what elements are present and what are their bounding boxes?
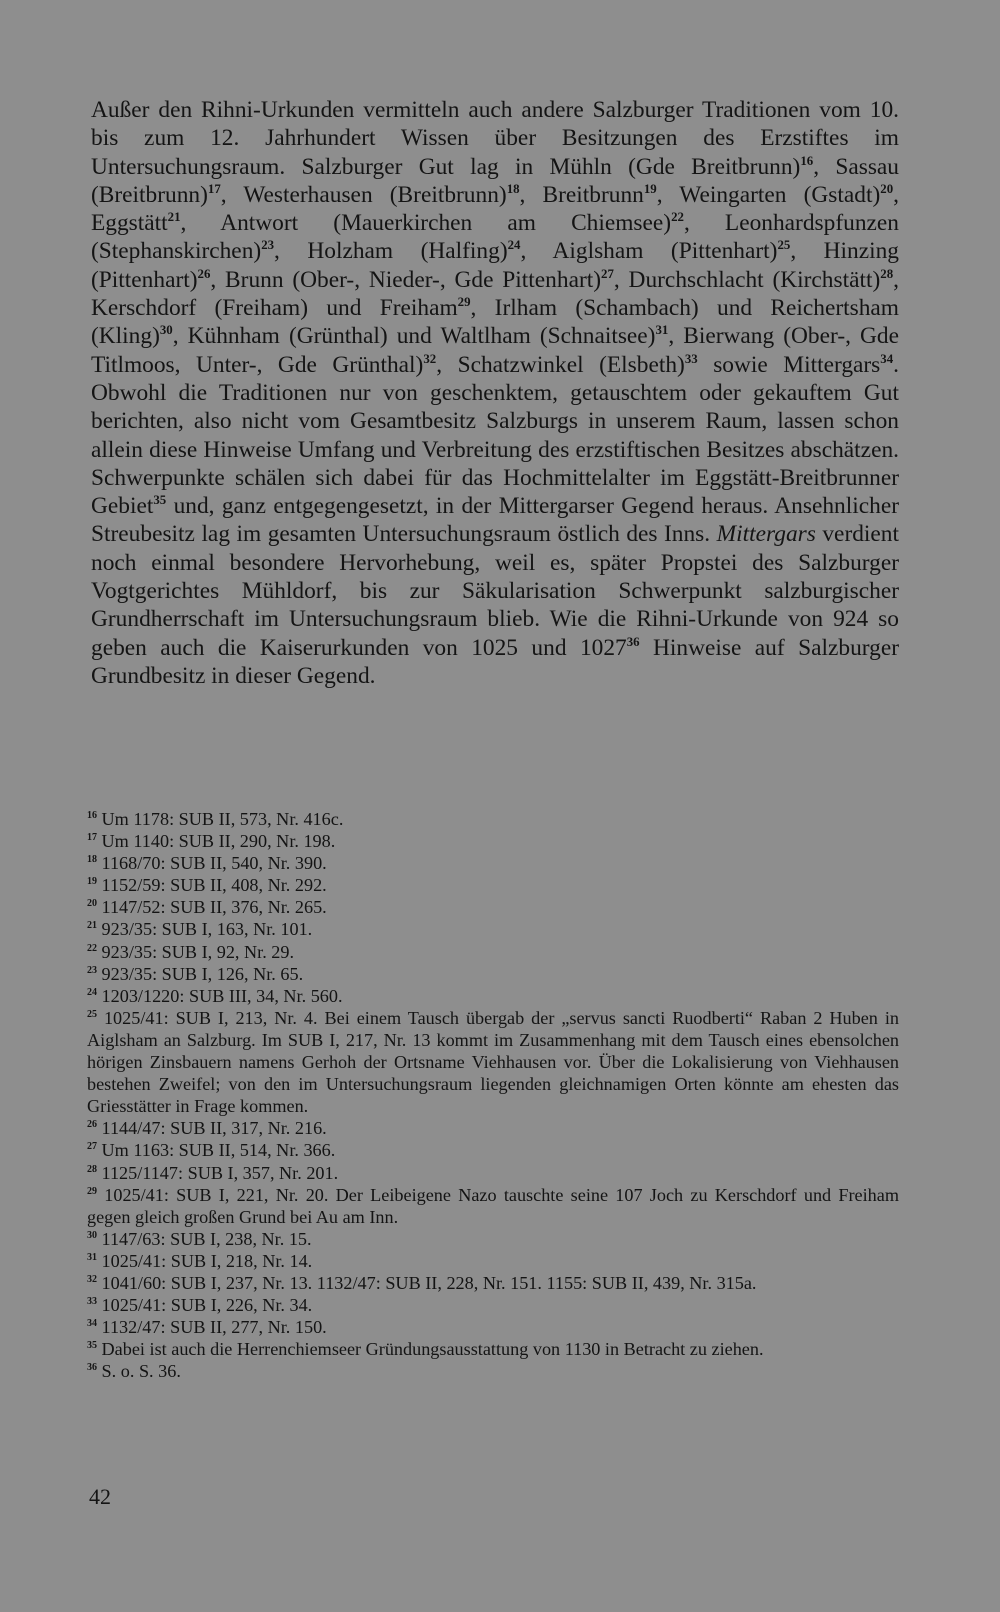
footnote-text: Um 1163: SUB II, 514, Nr. 366. xyxy=(101,1140,336,1161)
footnote-number: 20 xyxy=(87,898,97,910)
footnote-number: 18 xyxy=(87,854,97,866)
footnote-number: 25 xyxy=(87,1008,97,1020)
main-text xyxy=(91,96,899,690)
footnote-text: 1025/41: SUB I, 213, Nr. 4. Bei einem Tausch übergab der „servus sancti Ruodberti“ Raban 2 Huben in Aiglsham an Salzburg. Im SUB I, 217, Nr. 13 kommt im Zusammenhang mit dem Tausch eines ebensolchen hörigen Zinsbauern namens Gerhoh der Ortsname Viehhausen vor. Über die Lokalisierung von Viehhausen bestehen Zweifel; von den im Untersuchungsraum liegenden gleichnamigen Orten könnte am ehesten das Griesstätter in Frage kommen. xyxy=(87,1007,899,1117)
footnote-text: 1147/52: SUB II, 376, Nr. 265. xyxy=(101,897,327,918)
footnote-text: Um 1140: SUB II, 290, Nr. 198. xyxy=(101,831,336,852)
footnote-text: 923/35: SUB I, 92, Nr. 29. xyxy=(101,941,295,962)
footnote xyxy=(87,1184,899,1228)
footnote-ref: 26 xyxy=(197,266,211,281)
footnote xyxy=(87,1272,899,1294)
footnote-text: 1041/60: SUB I, 237, Nr. 13. 1132/47: SUB II, 228, Nr. 151. 1155: SUB II, 439, Nr. 315a. xyxy=(101,1272,757,1293)
footnote-text: 1025/41: SUB I, 218, Nr. 14. xyxy=(101,1250,313,1271)
footnote-number: 21 xyxy=(87,920,97,932)
footnote-ref: 31 xyxy=(655,323,669,338)
footnote xyxy=(87,852,899,874)
footnote-ref: 33 xyxy=(684,351,698,366)
footnote xyxy=(87,1228,899,1250)
footnote-number: 32 xyxy=(87,1273,97,1285)
paragraph-1: Außer den Rihni-Urkunden vermitteln auch andere Salzburger Traditionen vom 10. bis zum 12. Jahrhundert Wissen über Besitzungen des Erzstiftes im Untersuchungsraum. Salzburger Gut lag in Mühln (Gde Breitbrunn)$^{16}$, Sassau (Breitbrunn)$^{17}$, Westerhausen (Breitbrunn)$^{18}$, Breitbrunn$^{19}$, Weingarten (Gstadt)$^{20}$, Eggstätt$^{21}$, Antwort (Mauerkirchen am Chiemsee)$^{22}$, Leonhardspfunzen (Stephanskirchen)$^{23}$, Holzham (Halfing)$^{24}$, Aiglsham (Pittenhart)$^{25}$, Hinzing (Pittenhart)$^{26}$, Brunn (Ober-, Nieder-, Gde Pittenhart)$^{27}$, Durchschlacht (Kirchstätt)$^{28}$, Kerschdorf (Freiham) und Freiham$^{29}$, Irlham (Schambach) und Reichertsham (Kling)$^{30}$, Kühnham (Grünthal) und Waltlham (Schnaitsee)$^{31}$, Bierwang (Ober-, Gde Titlmoos, Unter-, Gde Grünthal)$^{32}$, Schatzwinkel (Elsbeth)$^{33}$ sowie Mittergars$^{34}$. xyxy=(91,97,900,378)
footnote-text: 923/35: SUB I, 126, Nr. 65. xyxy=(101,963,304,984)
footnote-ref: 27 xyxy=(601,266,614,281)
footnote-ref: 25 xyxy=(777,238,791,253)
footnote xyxy=(87,1360,899,1382)
footnote xyxy=(87,1338,899,1360)
footnote-text: S. o. S. 36. xyxy=(101,1361,181,1382)
page-number: 42 xyxy=(89,1484,111,1509)
footnote xyxy=(87,985,899,1007)
footnote xyxy=(87,808,899,830)
footnote-ref: 35 xyxy=(153,493,167,508)
footnote-number: 28 xyxy=(87,1163,97,1175)
paragraph-2: Obwohl die Traditionen nur von geschenktem, getauschtem oder gekauftem Gut berichten, also nicht vom Gesamtbesitz Salzburgs in unserem Raum, lassen schon allein diese Hinweise Umfang und Verbreitung des erzstiftischen Besitzes abschätzen. Schwerpunkte schälen sich dabei für das Hochmittelalter im Eggstätt-Breitbrunner Gebiet$^{35}$ und, ganz entgegengesetzt, in der Mittergarser Gegend heraus. Ansehnlicher Streubesitz lag im gesamten Untersuchungsraum östlich des Inns. Mittergars verdient noch einmal besondere Hervorhebung, weil es, später Propstei des Salzburger Vogtgerichtes Mühldorf, bis zur Säkularisation Schwerpunkt salzburgischer Grundherrschaft im Untersuchungsraum blieb. Wie die Rihni-Urkunde von 924 so geben auch die Kaiserurkunden von 1025 und 1027$^{36}$ Hinweise auf Salzburger Grundbesitz in dieser Gegend. xyxy=(91,379,900,689)
footnote-ref: 18 xyxy=(506,181,520,196)
footnote-ref: 24 xyxy=(507,238,521,253)
footnote-ref: 28 xyxy=(880,266,894,281)
footnote-number: 35 xyxy=(87,1340,97,1352)
footnote-number: 19 xyxy=(87,876,97,888)
footnote-ref: 16 xyxy=(800,153,814,168)
footnote-text: 1025/41: SUB I, 221, Nr. 20. Der Leibeigene Nazo tauschte seine 107 Joch zu Kerschdorf und Freiham gegen gleich großen Grund bei Au am Inn. xyxy=(87,1184,899,1227)
footnote xyxy=(87,1294,899,1316)
footnote-number: 23 xyxy=(87,964,97,976)
footnote-text: 1144/47: SUB II, 317, Nr. 216. xyxy=(101,1118,327,1139)
footnote-ref: 36 xyxy=(626,634,640,649)
footnote-ref: 19 xyxy=(643,181,657,196)
footnote-number: 22 xyxy=(87,942,97,954)
footnote-text: 1152/59: SUB II, 408, Nr. 292. xyxy=(101,875,327,896)
footnote-text: 1203/1220: SUB III, 34, Nr. 560. xyxy=(101,985,343,1006)
footnote-number: 29 xyxy=(87,1185,97,1197)
footnote xyxy=(87,941,899,963)
footnote xyxy=(87,1007,899,1117)
footnote-text: 1147/63: SUB I, 238, Nr. 15. xyxy=(101,1228,312,1249)
footnote-ref: 32 xyxy=(423,351,437,366)
footnote-number: 17 xyxy=(87,832,97,844)
footnote-text: 1168/70: SUB II, 540, Nr. 390. xyxy=(101,853,327,874)
footnote-text: 1125/1147: SUB I, 357, Nr. 201. xyxy=(101,1162,339,1183)
footnote-ref: 20 xyxy=(880,181,894,196)
footnote-text: 1025/41: SUB I, 226, Nr. 34. xyxy=(101,1295,313,1316)
footnote-text: Um 1178: SUB II, 573, Nr. 416c. xyxy=(101,809,344,829)
footnote xyxy=(87,1316,899,1338)
footnote xyxy=(87,1250,899,1272)
footnote-text: Dabei ist auch die Herrenchiemseer Gründungsausstattung von 1130 in Betracht zu ziehen. xyxy=(101,1339,764,1360)
footnote-ref: 21 xyxy=(167,210,181,225)
footnote-number: 36 xyxy=(87,1362,97,1374)
footnote xyxy=(87,1139,899,1161)
footnote-number: 26 xyxy=(87,1119,97,1131)
footnote xyxy=(87,1162,899,1184)
footnote xyxy=(87,874,899,896)
footnote-number: 31 xyxy=(87,1251,97,1263)
footnote-ref: 22 xyxy=(671,210,684,225)
footnote-number: 16 xyxy=(87,810,97,821)
footnote-text: 923/35: SUB I, 163, Nr. 101. xyxy=(101,919,313,940)
footnote-ref: 23 xyxy=(261,238,275,253)
footnote xyxy=(87,830,899,852)
footnote-text: 1132/47: SUB II, 277, Nr. 150. xyxy=(101,1317,327,1338)
footnote-ref: 17 xyxy=(207,181,221,196)
footnote xyxy=(87,918,899,940)
footnote-number: 24 xyxy=(87,986,97,998)
footnote xyxy=(87,963,899,985)
footnote-number: 33 xyxy=(87,1296,97,1308)
footnotes xyxy=(87,808,899,1382)
footnote-ref: 34 xyxy=(880,351,894,366)
footnote-ref: 30 xyxy=(159,323,173,338)
emphasis-mittergars: Mittergars xyxy=(716,521,816,548)
footnote xyxy=(87,1117,899,1139)
footnote xyxy=(87,896,899,918)
footnote-number: 34 xyxy=(87,1318,97,1330)
footnote-number: 27 xyxy=(87,1141,97,1153)
footnote-ref: 29 xyxy=(457,295,471,310)
footnote-number: 30 xyxy=(87,1229,97,1241)
